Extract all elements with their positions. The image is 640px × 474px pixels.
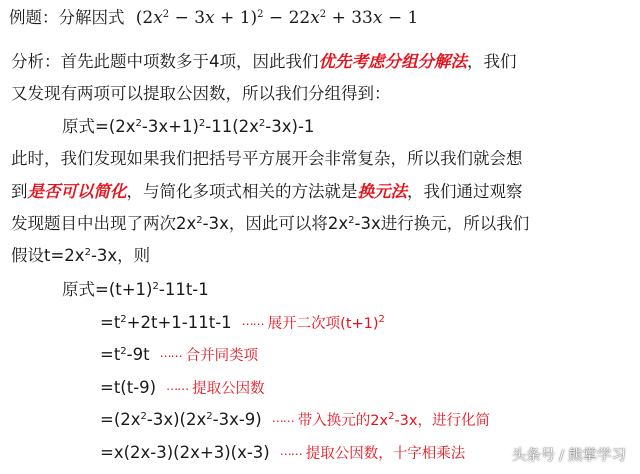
step-6: =x(2x-3)(2x+3)(x-3) …… 提取公因数，十字相乘法: [100, 443, 466, 462]
step-3: $=t^2-9t$ …… 合并同类项: [100, 345, 259, 364]
highlight-substitution: 换元法: [357, 182, 407, 201]
analysis-line-4: 此时，我们发现如果我们把括号平方展开会非常复杂，所以我们就会想: [11, 149, 523, 168]
leader-dots: ……: [241, 314, 264, 328]
leader-dots: ……: [271, 411, 294, 425]
analysis-line-5: 到是否可以简化，与简化多项式相关的方法就是换元法，我们通过观察: [11, 182, 523, 201]
step-4-note: 提取公因数: [192, 381, 265, 397]
step-2: $=t^2+2t+1-11t-1$ …… 展开二次项$(t+1)^2$: [100, 313, 385, 332]
analysis-line-7: 假设$t=2x^2-3x$，则: [11, 246, 151, 265]
watermark: 头条号 / 熊掌学习: [511, 448, 626, 464]
step-4: =t(t-9) …… 提取公因数: [100, 378, 265, 397]
example-expression: $(2x^2 - 3x + 1)^2 - 22x^2 + 33x - 1$: [135, 8, 419, 28]
analysis-formula: 原式$=(2x^2-3x+1)^2-11(2x^2-3x)-1$: [62, 117, 315, 136]
highlight-simplify: 是否可以简化: [27, 182, 127, 201]
step-1: 原式$=(t+1)^2-11t-1$: [62, 280, 209, 299]
analysis-line-6: 发现题目中出现了两次$2x^2-3x$，因此可以将$2x^2-3x$进行换元，所以我们: [11, 214, 530, 233]
step-3-note: 合并同类项: [185, 348, 259, 364]
leader-dots: ……: [166, 379, 189, 393]
leader-dots: ……: [279, 444, 302, 458]
step-5-note: 带入换元的$2x^2-3x$，进行化简: [297, 411, 490, 429]
step-6-note: 提取公因数，十字相乘法: [305, 446, 466, 462]
example-line: [9, 7, 418, 29]
leader-dots: ……: [159, 346, 182, 360]
analysis-line-1: 分析：首先此题中项数多于4项，因此我们优先考虑分组分解法，我们: [11, 52, 517, 71]
example-label: 例题：分解因式: [9, 8, 125, 27]
analysis-line-2: 又发现有两项可以提取公因数，所以我们分组得到：: [11, 84, 391, 103]
step-2-note: 展开二次项$(t+1)^2$: [267, 314, 385, 332]
step-5: $=(2x^2-3x)(2x^2-3x-9)$ …… 带入换元的$2x^2-3x$，进行化简: [100, 410, 490, 429]
highlight-grouping-method: 优先考虑分组分解法: [318, 52, 467, 71]
